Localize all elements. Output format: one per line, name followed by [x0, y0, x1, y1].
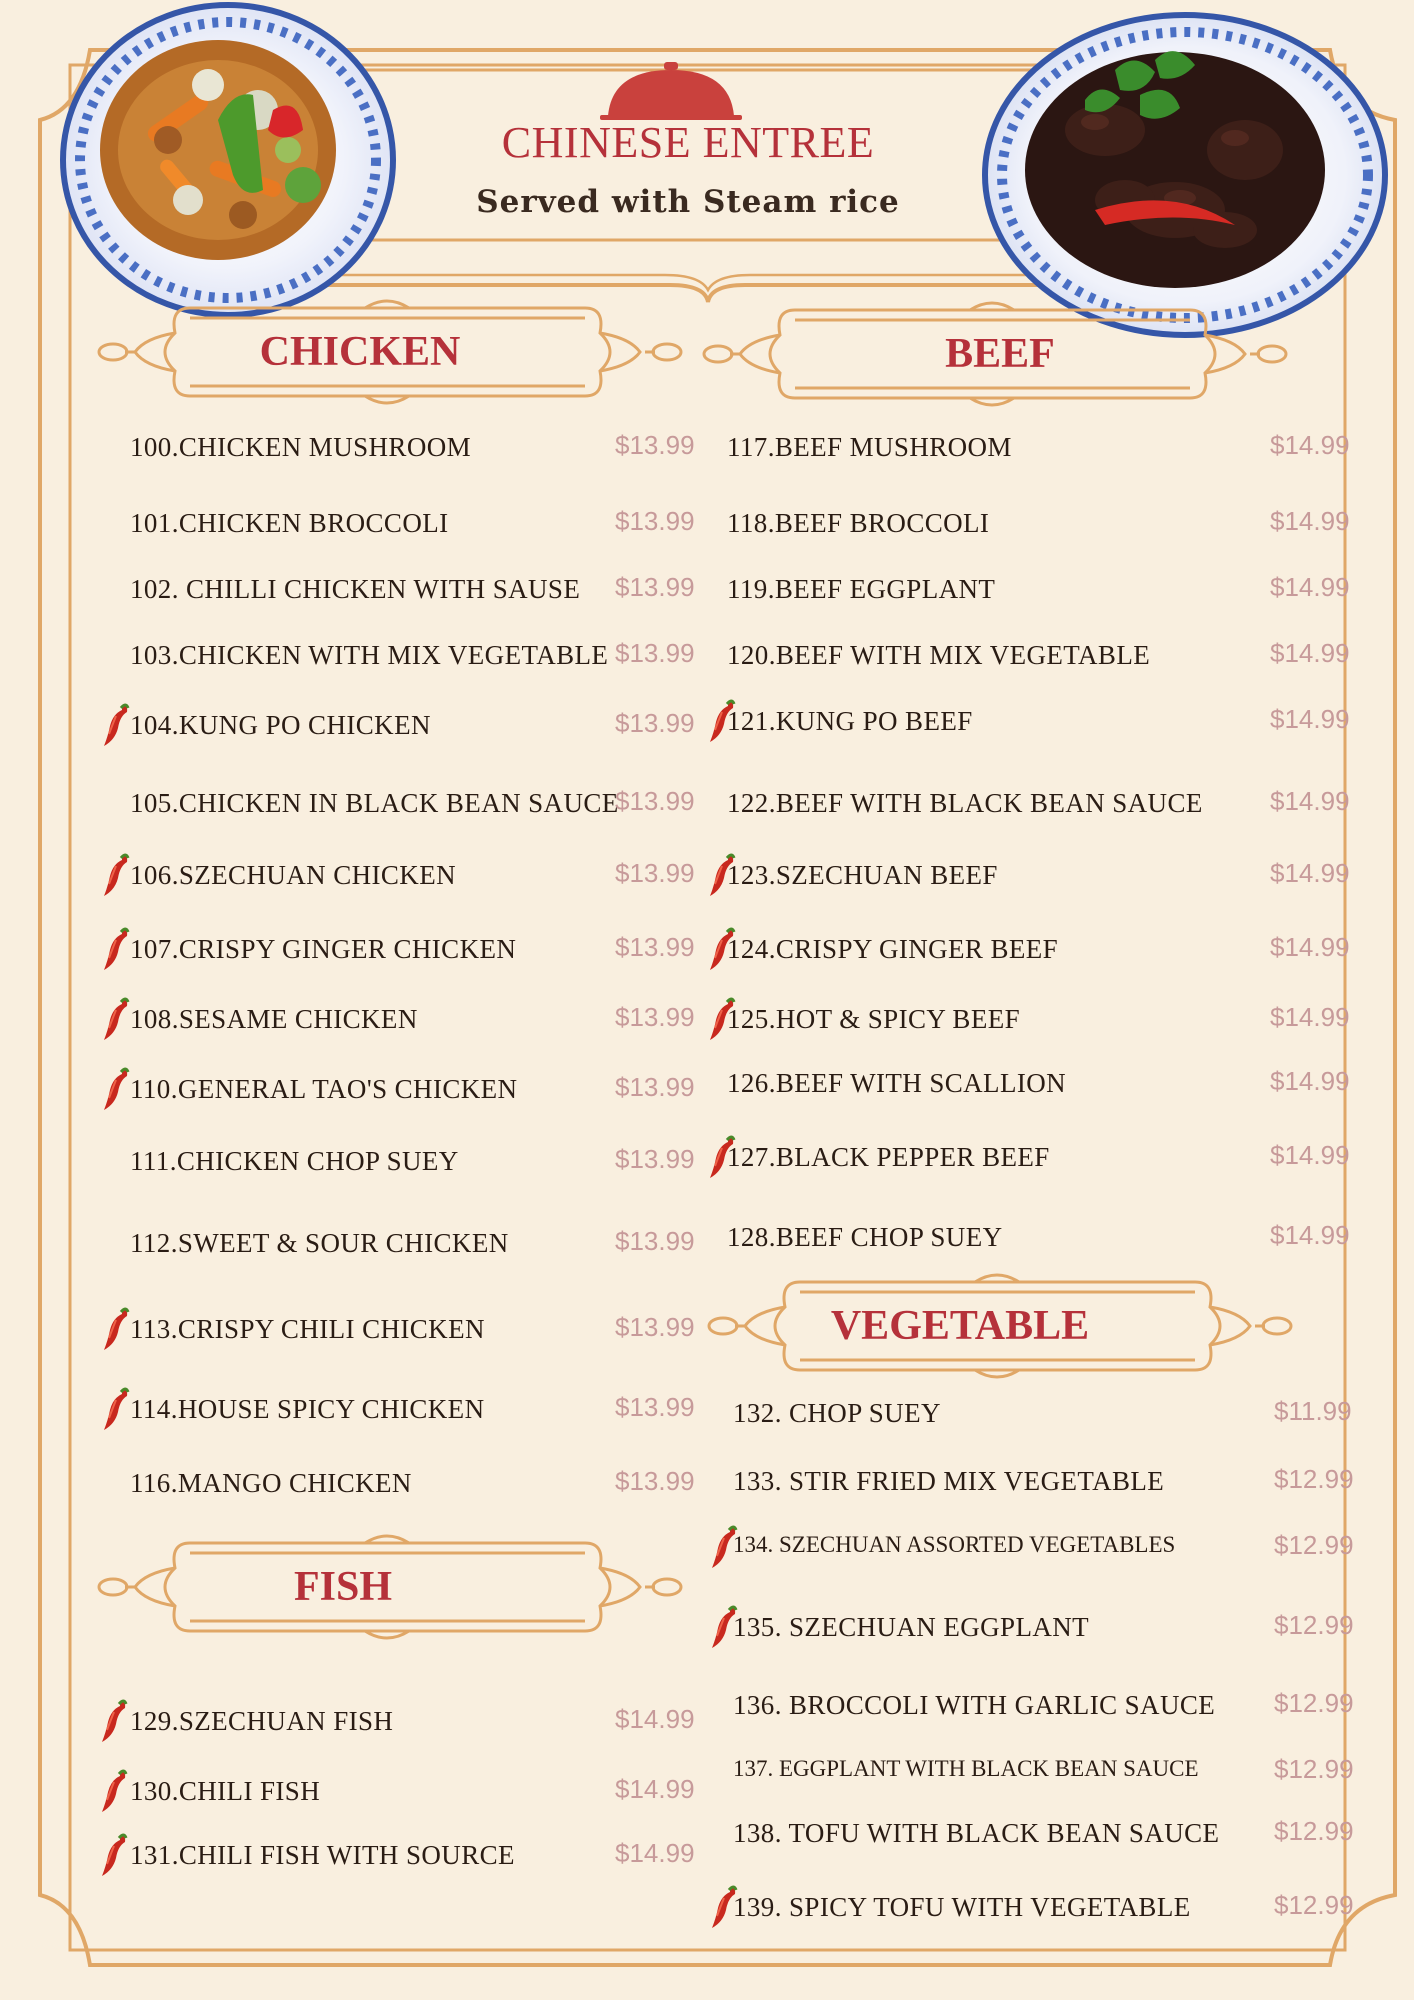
menu-item-price: $13.99 — [615, 786, 695, 816]
menu-item-name: 125.HOT & SPICY BEEF — [727, 1004, 1021, 1034]
menu-item-name: 111.CHICKEN CHOP SUEY — [130, 1146, 459, 1176]
menu-item-name: 124.CRISPY GINGER BEEF — [727, 934, 1059, 964]
menu-item-price: $14.99 — [615, 1774, 695, 1804]
menu-item-price: $13.99 — [615, 708, 695, 738]
menu-item-price: $13.99 — [615, 506, 695, 536]
menu-item-price: $12.99 — [1274, 1688, 1354, 1718]
menu-item-price: $13.99 — [615, 1392, 695, 1422]
menu-item-name: 123.SZECHUAN BEEF — [727, 860, 998, 890]
menu-item-name: 135. SZECHUAN EGGPLANT — [733, 1612, 1090, 1642]
chili-pepper-icon — [98, 1832, 128, 1878]
menu-item-price: $13.99 — [615, 1072, 695, 1102]
menu-item-price: $12.99 — [1274, 1464, 1354, 1494]
menu-item-price: $13.99 — [615, 1002, 695, 1032]
beef-section-title: BEEF — [945, 331, 1055, 377]
menu-item-name: 137. EGGPLANT WITH BLACK BEAN SAUCE — [733, 1756, 1199, 1781]
menu-title: CHINESE ENTREE — [501, 118, 875, 167]
menu-item-price: $14.99 — [615, 1838, 695, 1868]
menu-item-name: 114.HOUSE SPICY CHICKEN — [130, 1394, 485, 1424]
menu-item-name: 112.SWEET & SOUR CHICKEN — [130, 1228, 509, 1258]
menu-item-name: 133. STIR FRIED MIX VEGETABLE — [733, 1466, 1165, 1496]
menu-item-price: $14.99 — [1270, 506, 1350, 536]
menu-item-price: $12.99 — [1274, 1754, 1354, 1784]
menu-item-name: 118.BEEF BROCCOLI — [727, 508, 990, 538]
chicken-section-title: CHICKEN — [259, 329, 461, 375]
menu-item-name: 134. SZECHUAN ASSORTED VEGETABLES — [733, 1532, 1176, 1557]
menu-item-name: 127.BLACK PEPPER BEEF — [727, 1142, 1050, 1172]
vegetable-section-title: VEGETABLE — [830, 1303, 1090, 1349]
menu-item-name: 136. BROCCOLI WITH GARLIC SAUCE — [733, 1690, 1216, 1720]
menu-item-price: $14.99 — [1270, 1140, 1350, 1170]
menu-item-price: $13.99 — [615, 1466, 695, 1496]
menu-item-name: 120.BEEF WITH MIX VEGETABLE — [727, 640, 1151, 670]
menu-item-price: $13.99 — [615, 430, 695, 460]
menu-item-name: 101.CHICKEN BROCCOLI — [130, 508, 449, 538]
menu-item-price: $11.99 — [1274, 1396, 1352, 1426]
menu-item-price: $14.99 — [1270, 1220, 1350, 1250]
menu-item-price: $13.99 — [615, 1226, 695, 1256]
menu-item-name: 103.CHICKEN WITH MIX VEGETABLE — [130, 640, 609, 670]
chili-pepper-icon — [100, 1386, 130, 1432]
chili-pepper-icon — [100, 1306, 130, 1352]
menu-item-price: $13.99 — [615, 932, 695, 962]
menu-item-name: 130.CHILI FISH — [130, 1776, 321, 1806]
chili-pepper-icon — [98, 1698, 128, 1744]
menu-item-name: 139. SPICY TOFU WITH VEGETABLE — [733, 1892, 1191, 1922]
menu-item-name: 126.BEEF WITH SCALLION — [727, 1068, 1067, 1098]
menu-item-price: $13.99 — [615, 858, 695, 888]
menu-item-name: 110.GENERAL TAO'S CHICKEN — [130, 1074, 518, 1104]
menu-item-name: 122.BEEF WITH BLACK BEAN SAUCE — [727, 788, 1203, 818]
menu-item-name: 119.BEEF EGGPLANT — [727, 574, 996, 604]
chili-pepper-icon — [98, 1768, 128, 1814]
menu-item-name: 100.CHICKEN MUSHROOM — [130, 432, 472, 462]
menu-item-name: 106.SZECHUAN CHICKEN — [130, 860, 457, 890]
menu-item-name: 104.KUNG PO CHICKEN — [130, 710, 431, 740]
cloche-icon — [598, 60, 744, 122]
menu-item-name: 107.CRISPY GINGER CHICKEN — [130, 934, 517, 964]
menu-item-price: $12.99 — [1274, 1890, 1354, 1920]
menu-item-price: $12.99 — [1274, 1530, 1354, 1560]
fish-section-title: FISH — [293, 1564, 393, 1610]
menu-item-price: $13.99 — [615, 1312, 695, 1342]
menu-item-price: $14.99 — [1270, 932, 1350, 962]
menu-item-name: 117.BEEF MUSHROOM — [727, 432, 1012, 462]
menu-item-price: $14.99 — [1270, 638, 1350, 668]
menu-item-price: $14.99 — [1270, 786, 1350, 816]
menu-item-price: $14.99 — [1270, 1002, 1350, 1032]
menu-item-price: $12.99 — [1274, 1610, 1354, 1640]
menu-item-name: 116.MANGO CHICKEN — [130, 1468, 412, 1498]
menu-item-price: $14.99 — [1270, 858, 1350, 888]
menu-item-price: $13.99 — [615, 638, 695, 668]
menu-item-name: 121.KUNG PO BEEF — [727, 706, 973, 736]
chili-pepper-icon — [100, 1066, 130, 1112]
menu-item-name: 128.BEEF CHOP SUEY — [727, 1222, 1003, 1252]
menu-item-name: 131.CHILI FISH WITH SOURCE — [130, 1840, 515, 1870]
chili-pepper-icon — [100, 926, 130, 972]
menu-item-name: 102. CHILLI CHICKEN WITH SAUSE — [130, 574, 581, 604]
menu-item-name: 113.CRISPY CHILI CHICKEN — [130, 1314, 485, 1344]
menu-item-name: 138. TOFU WITH BLACK BEAN SAUCE — [733, 1818, 1220, 1848]
menu-item-price: $14.99 — [1270, 572, 1350, 602]
menu-item-price: $13.99 — [615, 572, 695, 602]
menu-item-price: $14.99 — [615, 1704, 695, 1734]
chili-pepper-icon — [100, 996, 130, 1042]
menu-item-name: 105.CHICKEN IN BLACK BEAN SAUCE — [130, 788, 619, 818]
menu-item-price: $14.99 — [1270, 430, 1350, 460]
menu-item-price: $14.99 — [1270, 704, 1350, 734]
menu-item-price: $12.99 — [1274, 1816, 1354, 1846]
menu-item-name: 129.SZECHUAN FISH — [130, 1706, 394, 1736]
menu-item-price: $13.99 — [615, 1144, 695, 1174]
chili-pepper-icon — [100, 852, 130, 898]
menu-subtitle: Served with Steam rice — [476, 184, 900, 220]
chili-pepper-icon — [100, 702, 130, 748]
menu-item-price: $14.99 — [1270, 1066, 1350, 1096]
menu-item-name: 108.SESAME CHICKEN — [130, 1004, 418, 1034]
menu-item-name: 132. CHOP SUEY — [733, 1398, 941, 1428]
